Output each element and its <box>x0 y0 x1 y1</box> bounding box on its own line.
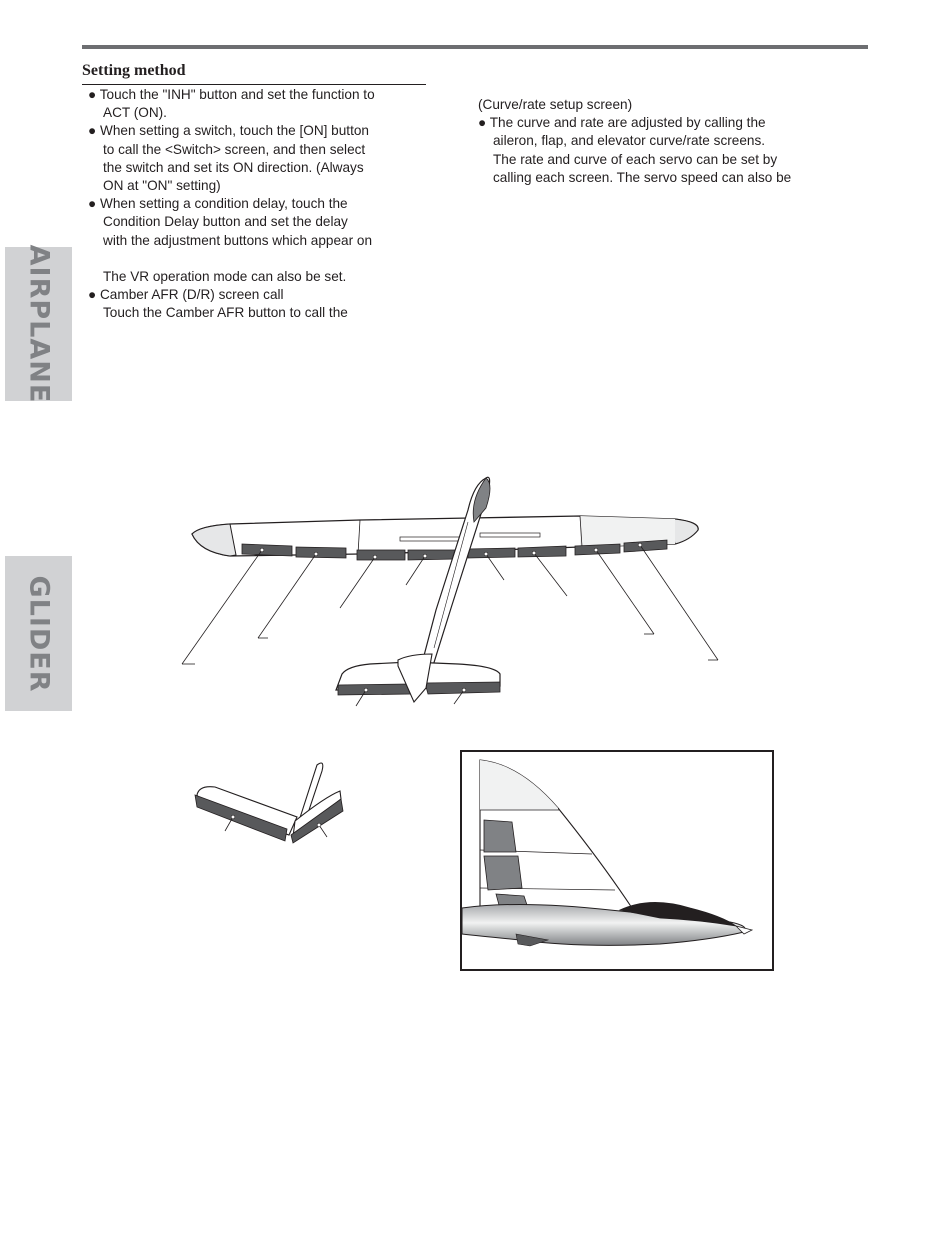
glider-illustration <box>170 470 730 710</box>
text-line: ● Touch the "INH" button and set the function to <box>88 87 375 102</box>
flap-left-inner <box>408 550 456 560</box>
text-line: aileron, flap, and elevator curve/rate screens. <box>493 133 766 149</box>
text-line: with the adjustment buttons which appear on <box>103 232 373 248</box>
text-line: ● When setting a switch, touch the [ON] button <box>88 123 369 139</box>
text-line: The rate and curve of each servo can be set by <box>493 151 778 167</box>
text-line: Touch the Camber AFR button to call the <box>103 305 348 321</box>
text-line <box>88 250 375 268</box>
text-line: the switch and set its ON direction. (Always <box>103 159 364 175</box>
inset-flap-upper <box>484 820 516 852</box>
side-tab-glider <box>5 556 72 711</box>
section-heading: Setting method <box>82 62 186 79</box>
inset-illustration <box>460 750 775 972</box>
flap-right-inner <box>468 548 515 558</box>
text-line: ● The curve and rate are adjusted by calling the <box>478 115 766 131</box>
canopy <box>473 478 490 522</box>
left-text-column <box>88 86 375 323</box>
text-line: (Curve/rate setup screen) <box>478 97 633 112</box>
aileron-left-outer <box>242 544 292 556</box>
wing-tip-left <box>192 524 236 556</box>
top-rule <box>82 45 868 49</box>
v-tail-illustration <box>185 757 360 852</box>
side-tab-glider-label: GLIDER <box>23 574 54 693</box>
text-line: ON at "ON" setting) <box>103 178 221 194</box>
aileron-left-inner <box>296 547 346 558</box>
text-line: The VR operation mode can also be set. <box>103 269 347 285</box>
flap-left-outer <box>357 550 405 560</box>
text-line: ● Camber AFR (D/R) screen call <box>88 287 284 303</box>
text-line: Condition Delay button and set the delay <box>103 214 348 230</box>
side-tab-airplane <box>5 244 72 404</box>
heading-rule <box>82 84 426 85</box>
side-tab-airplane-label: AIRPLANE <box>23 244 54 404</box>
text-line: to call the <Switch> screen, and then select <box>103 141 366 157</box>
inset-flap-lower <box>484 856 522 890</box>
right-text-column <box>478 96 791 187</box>
flap-right-outer <box>518 546 566 557</box>
elevator-left <box>338 684 412 695</box>
text-line: ● When setting a condition delay, touch the <box>88 196 348 212</box>
text-line: calling each screen. The servo speed can also be <box>493 169 792 185</box>
vertical-fin <box>398 654 432 702</box>
text-line: ACT (ON). <box>103 105 167 121</box>
